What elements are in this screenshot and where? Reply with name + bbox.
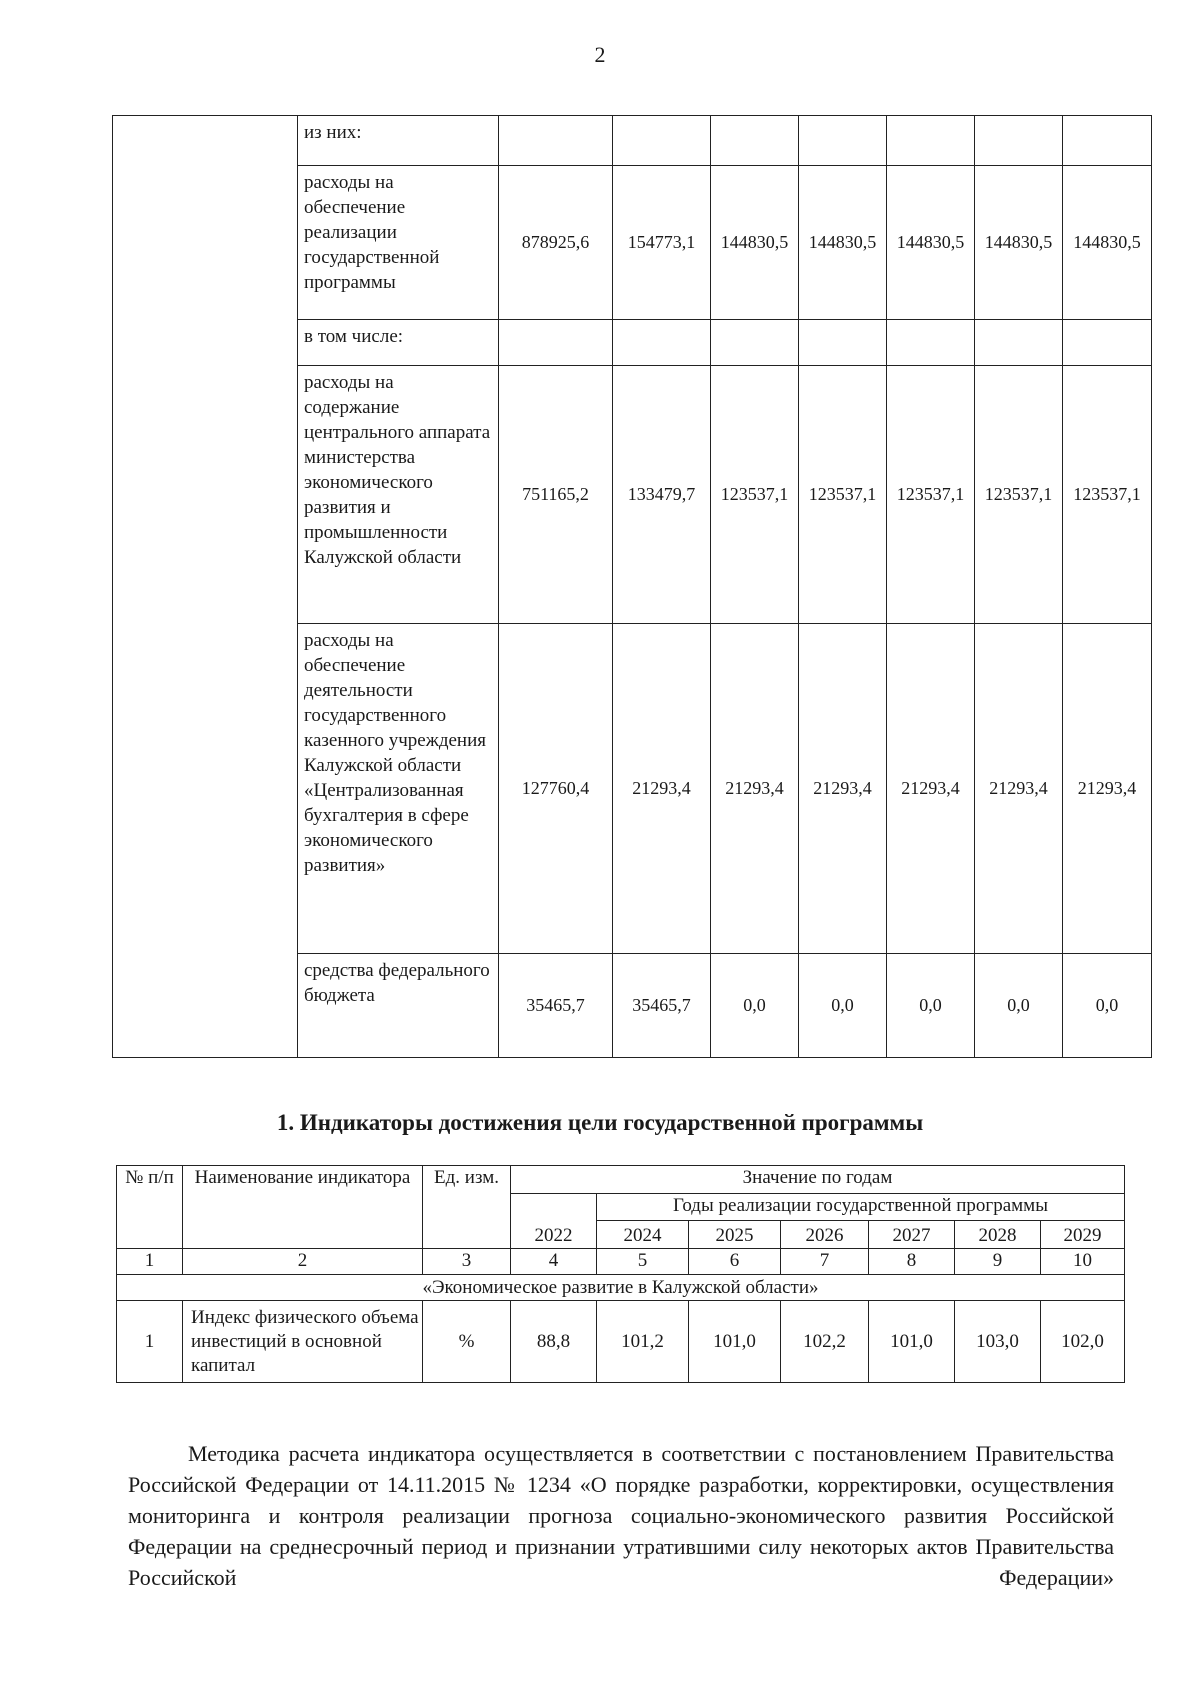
cell-value — [1063, 116, 1152, 166]
indicator-value: 102,0 — [1041, 1301, 1125, 1383]
indicator-value: 101,0 — [689, 1301, 781, 1383]
cell-value: 123537,1 — [799, 366, 887, 624]
indicator-value: 88,8 — [511, 1301, 597, 1383]
cell-value: 0,0 — [711, 954, 799, 1058]
cell-value: 35465,7 — [499, 954, 613, 1058]
cell-value: 144830,5 — [887, 166, 975, 320]
cell-value: 144830,5 — [711, 166, 799, 320]
column-number: 3 — [423, 1249, 511, 1275]
indicator-value: 103,0 — [955, 1301, 1041, 1383]
cell-value: 0,0 — [799, 954, 887, 1058]
indicator-name: Индекс физического объема инвестиций в основной капитал — [183, 1301, 423, 1383]
cell-value: 35465,7 — [613, 954, 711, 1058]
group-title: «Экономическое развитие в Калужской области» — [117, 1275, 1125, 1301]
column-number: 10 — [1041, 1249, 1125, 1275]
indicator-value: 101,2 — [597, 1301, 689, 1383]
row-num: 1 — [117, 1301, 183, 1383]
page-number: 2 — [594, 42, 606, 67]
cell-value: 123537,1 — [1063, 366, 1152, 624]
header-year: 2029 — [1041, 1221, 1125, 1249]
cell-value: 0,0 — [887, 954, 975, 1058]
cell-value — [613, 116, 711, 166]
cell-value: 123537,1 — [975, 366, 1063, 624]
header-name: Наименование индикатора — [183, 1166, 423, 1249]
column-number: 8 — [869, 1249, 955, 1275]
row-label: из них: — [298, 116, 499, 166]
header-year: 2028 — [955, 1221, 1041, 1249]
header-program-years: Годы реализации государственной программы — [597, 1194, 1125, 1221]
cell-value: 0,0 — [975, 954, 1063, 1058]
cell-value: 144830,5 — [1063, 166, 1152, 320]
header-unit: Ед. изм. — [423, 1166, 511, 1249]
cell-value: 751165,2 — [499, 366, 613, 624]
row-label: в том числе: — [298, 320, 499, 366]
row-label: расходы на содержание центрального аппарата министерства экономического развития и промышленности Калужской области — [298, 366, 499, 624]
header-values-by-year: Значение по годам — [511, 1166, 1125, 1194]
row-label: средства федерального бюджета — [298, 954, 499, 1058]
cell-value — [711, 320, 799, 366]
cell-value: 21293,4 — [613, 624, 711, 954]
column-number: 7 — [781, 1249, 869, 1275]
cell-value: 21293,4 — [711, 624, 799, 954]
cell-value — [499, 116, 613, 166]
cell-value — [1063, 320, 1152, 366]
cell-value: 21293,4 — [1063, 624, 1152, 954]
column-number: 4 — [511, 1249, 597, 1275]
cell-value: 127760,4 — [499, 624, 613, 954]
header-year: 2026 — [781, 1221, 869, 1249]
column-number: 9 — [955, 1249, 1041, 1275]
budget-table — [112, 115, 1152, 1058]
cell-value — [887, 116, 975, 166]
cell-value — [799, 116, 887, 166]
column-number: 2 — [183, 1249, 423, 1275]
cell-value: 21293,4 — [799, 624, 887, 954]
cell-value — [613, 320, 711, 366]
cell-value — [975, 320, 1063, 366]
cell-value — [711, 116, 799, 166]
cell-value: 0,0 — [1063, 954, 1152, 1058]
header-year: 2022 — [511, 1194, 597, 1249]
column-number: 6 — [689, 1249, 781, 1275]
cell-value: 154773,1 — [613, 166, 711, 320]
indicator-unit: % — [423, 1301, 511, 1383]
cell-value: 123537,1 — [887, 366, 975, 624]
column-number: 5 — [597, 1249, 689, 1275]
cell-value — [975, 116, 1063, 166]
column-number: 1 — [117, 1249, 183, 1275]
cell-value: 133479,7 — [613, 366, 711, 624]
row-label: расходы на обеспечение реализации государственной программы — [298, 166, 499, 320]
cell-value: 144830,5 — [975, 166, 1063, 320]
cell-value: 878925,6 — [499, 166, 613, 320]
indicators-table — [116, 1165, 1125, 1383]
cell-value — [887, 320, 975, 366]
empty-merged-cell — [113, 116, 298, 1058]
methodology-paragraph: Методика расчета индикатора осуществляется в соответствии с постановлением Правительства Российской Федерации от 14.11.2015 № 1234 «О порядке разработки, корректировки, осуществления мониторинга и контроля реализации прогноза социально-экономического развития Российской Федерации на среднесрочный период и признании утратившими силу некоторых актов Правительства Российской Федерации» — [128, 1441, 1114, 1590]
row-label: расходы на обеспечение деятельности государственного казенного учреждения Калужской области «Централизованная бухгалтерия в сфере экономического развития» — [298, 624, 499, 954]
header-year: 2027 — [869, 1221, 955, 1249]
indicator-value: 102,2 — [781, 1301, 869, 1383]
header-num: № п/п — [117, 1166, 183, 1249]
cell-value: 21293,4 — [887, 624, 975, 954]
cell-value — [499, 320, 613, 366]
header-year: 2025 — [689, 1221, 781, 1249]
cell-value: 144830,5 — [799, 166, 887, 320]
section-title: 1. Индикаторы достижения цели государственной программы — [276, 1110, 924, 1135]
cell-value — [799, 320, 887, 366]
indicator-value: 101,0 — [869, 1301, 955, 1383]
header-year: 2024 — [597, 1221, 689, 1249]
cell-value: 21293,4 — [975, 624, 1063, 954]
cell-value: 123537,1 — [711, 366, 799, 624]
